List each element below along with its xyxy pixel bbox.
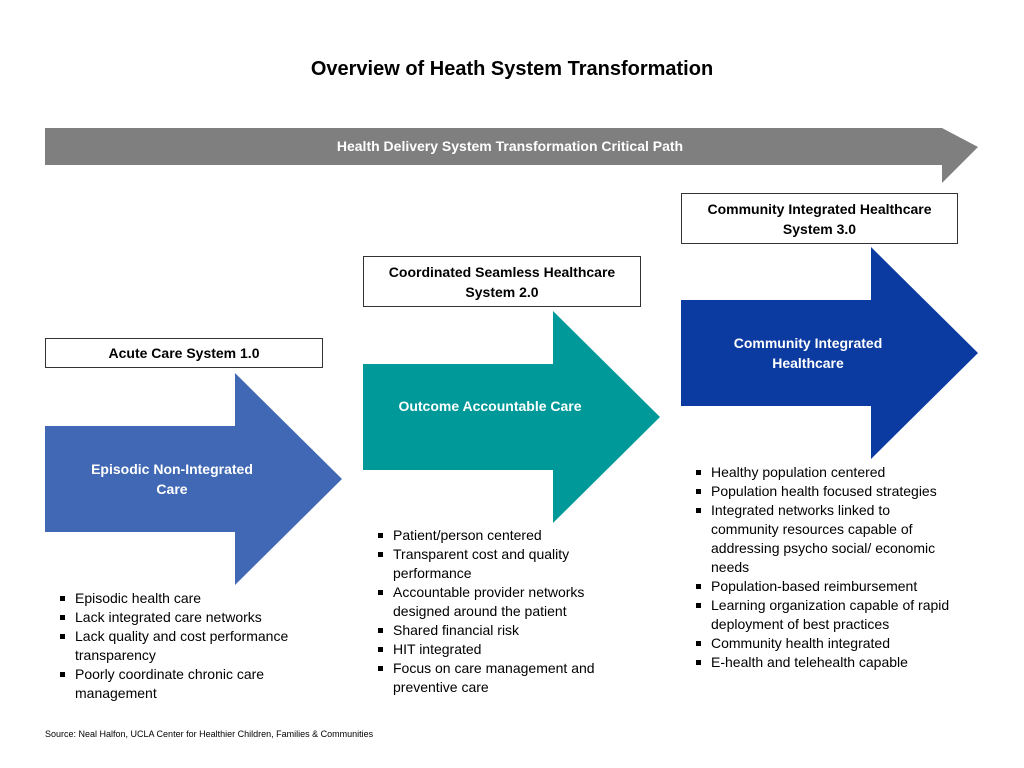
stage-3-arrow-label: Community Integrated Healthcare [733,335,883,371]
stage-3-box [681,193,958,244]
list-item: Learning organization capable of rapid deployment of best practices [693,596,955,634]
stage-1-arrow-label: Episodic Non-Integrated Care [91,461,253,497]
list-item: Lack integrated care networks [57,608,319,627]
list-item: Poorly coordinate chronic care management [57,665,319,703]
stage-3-box-label: Community Integrated Healthcare System 3.0 [707,200,932,237]
diagram-title: Overview of Heath System Transformation [310,58,714,80]
stage-2-arrow-label: Outcome Accountable Care [398,398,582,414]
list-item: Shared financial risk [375,621,637,640]
list-item: E-health and telehealth capable [693,653,955,672]
list-item: Healthy population centered [693,463,955,482]
list-item: Integrated networks linked to community resources capable of addressing psycho social/ economic needs [693,501,955,577]
stage-1-bullets [57,589,319,703]
source-note: Source: Neal Halfon, UCLA Center for Healthier Children, Families & Communities [45,729,374,739]
stage-2-box-label: Coordinated Seamless Healthcare System 2.0 [388,263,616,300]
list-item: Patient/person centered [375,526,637,545]
stage-2-bullets [375,526,637,697]
list-item: Accountable provider networks designed around the patient [375,583,637,621]
stage-2-box [363,256,641,307]
list-item: Population health focused strategies [693,482,955,501]
list-item: Community health integrated [693,634,955,653]
list-item: Episodic health care [57,589,319,608]
stage-1-box-label: Acute Care System 1.0 [108,345,260,361]
critical-path-label: Health Delivery System Transformation Critical Path [336,138,684,154]
list-item: Population-based reimbursement [693,577,955,596]
stage-1-box [45,338,323,368]
stage-3-bullets [693,463,955,672]
list-item: Lack quality and cost performance transparency [57,627,319,665]
list-item: Focus on care management and preventive care [375,659,637,697]
list-item: Transparent cost and quality performance [375,545,637,583]
stage-2-arrow [363,311,660,523]
list-item: HIT integrated [375,640,637,659]
